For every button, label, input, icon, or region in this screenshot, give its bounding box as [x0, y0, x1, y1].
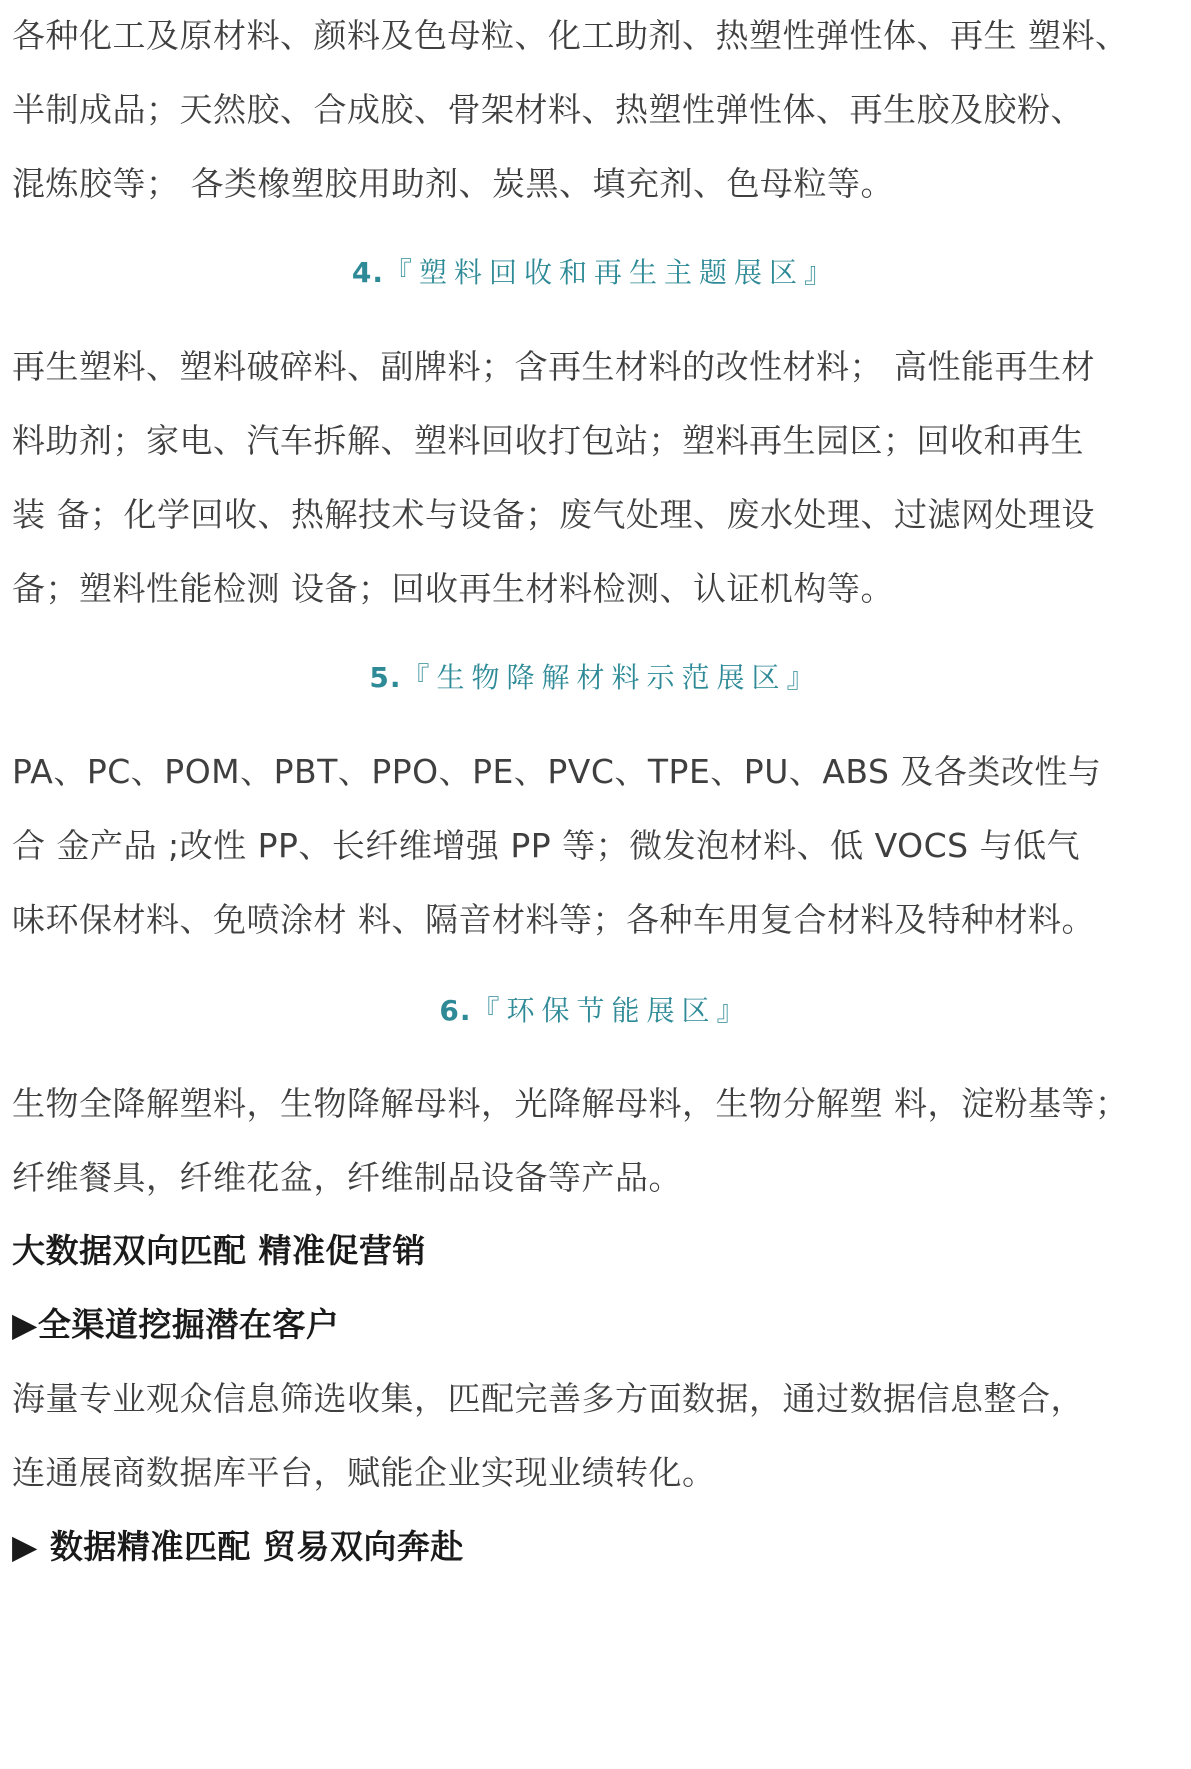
section6-line: 生物全降解塑料，生物降解母料，光降解母料，生物分解塑 料，淀粉基等；: [12, 1084, 1129, 1123]
section4-line: 料助剂；家电、汽车拆解、塑料回收打包站；塑料再生园区；回收和再生: [12, 421, 1084, 460]
section4-heading: [0, 253, 1191, 293]
section5-number: 5.: [369, 661, 402, 694]
section5-line: 合 金产品 ;改性 PP、长纤维增强 PP 等；微发泡材料、低 VOCS 与低气: [12, 826, 1081, 865]
bigdata-line: 海量专业观众信息筛选收集，匹配完善多方面数据，通过数据信息整合，: [12, 1379, 1084, 1418]
section4-line: 备；塑料性能检测 设备；回收再生材料检测、认证机构等。: [12, 569, 894, 608]
bigdata-line: 连通展商数据库平台，赋能企业实现业绩转化。: [12, 1453, 716, 1492]
section5-heading: [0, 658, 1191, 698]
section6-number: 6.: [439, 994, 472, 1027]
section4-line: 再生塑料、塑料破碎料、副牌料；含再生材料的改性材料； 高性能再生材: [12, 347, 1095, 386]
section3-line: 半制成品；天然胶、合成胶、骨架材料、热塑性弹性体、再生胶及胶粉、: [12, 90, 1084, 129]
section4-title: 『塑料回收和再生主题展区』: [384, 256, 840, 289]
bigdata-subheading-1: ▶全渠道挖掘潜在客户: [12, 1305, 340, 1344]
section6-title: 『环保节能展区』: [471, 994, 752, 1027]
section3-line: 混炼胶等； 各类橡塑胶用助剂、炭黑、填充剂、色母粒等。: [12, 164, 894, 203]
section4-number: 4.: [351, 256, 385, 289]
section4-line: 装 备；化学回收、热解技术与设备；废气处理、废水处理、过滤网处理设: [12, 495, 1095, 534]
section3-line: 各种化工及原材料、颜料及色母粒、化工助剂、热塑性弹性体、再生 塑料、: [12, 16, 1129, 55]
section6-heading: [0, 991, 1191, 1031]
section5-line: 味环保材料、免喷涂材 料、隔音材料等；各种车用复合材料及特种材料。: [12, 900, 1095, 939]
section6-line: 纤维餐具，纤维花盆，纤维制品设备等产品。: [12, 1158, 682, 1197]
bigdata-heading: 大数据双向匹配 精准促营销: [12, 1231, 426, 1270]
section5-title: 『生物降解材料示范展区』: [401, 661, 822, 694]
bigdata-subheading-2: ▶ 数据精准匹配 贸易双向奔赴: [12, 1527, 464, 1566]
section5-line: PA、PC、POM、PBT、PPO、PE、PVC、TPE、PU、ABS 及各类改性与: [12, 752, 1102, 791]
